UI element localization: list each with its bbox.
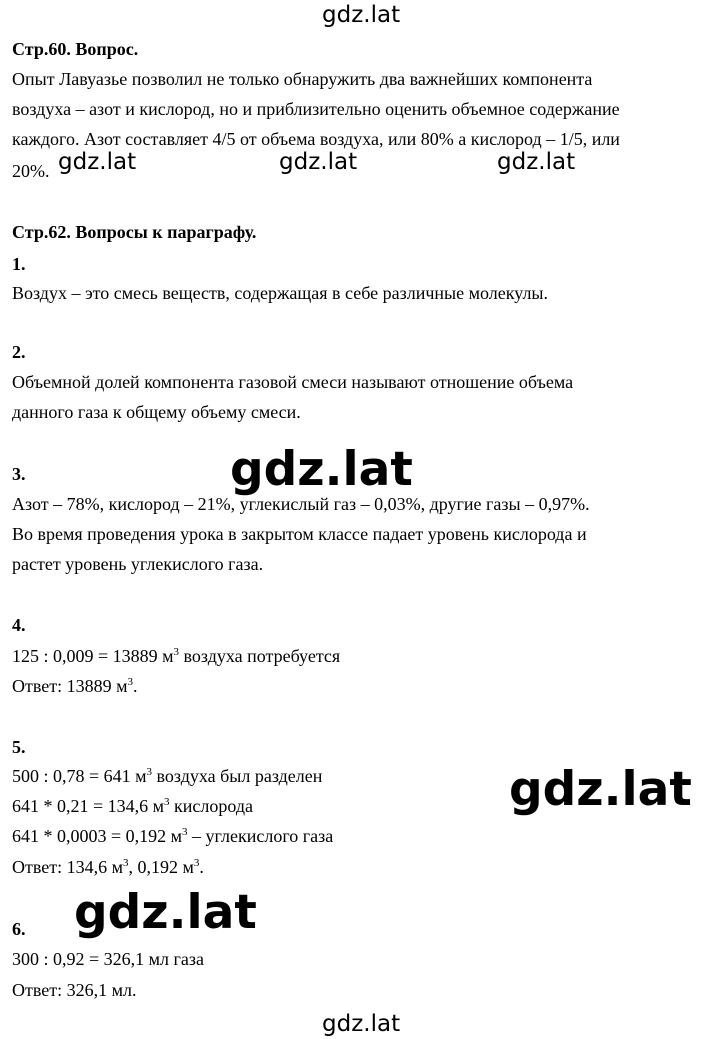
- watermark: gdz.lat: [74, 885, 257, 940]
- watermark: gdz.lat: [322, 2, 401, 28]
- watermark: gdz.lat: [279, 149, 358, 175]
- section-heading: Стр.60. Вопрос.: [12, 39, 139, 59]
- question-number: 5.: [12, 737, 26, 757]
- question-number: 3.: [12, 464, 26, 484]
- section-heading: Стр.62. Вопросы к параграфу.: [12, 222, 257, 242]
- watermark: gdz.lat: [230, 442, 413, 497]
- answer-line: данного газа к общему объему смеси.: [12, 402, 301, 422]
- answer-line: Воздух – это смесь веществ, содержащая в себе различные молекулы.: [12, 283, 549, 303]
- watermark: gdz.lat: [509, 762, 692, 817]
- answer-line: 641 * 0,21 = 134,6 $м^3$ кислорода: [12, 796, 254, 816]
- watermark: gdz.lat: [497, 149, 576, 175]
- question-number: 4.: [12, 615, 26, 635]
- question-number: 6.: [12, 919, 26, 939]
- answer-line: Ответ: 13889 $м^3$.: [12, 676, 138, 696]
- answer-line: 641 * 0,0003 = 0,192 $м^3$ – углекислого газа: [12, 826, 334, 846]
- answer-line: 300 : 0,92 = 326,1 мл газа: [12, 949, 204, 969]
- paragraph-line: воздуха – азот и кислород, но и приблизительно оценить объемное содержание: [12, 99, 620, 119]
- answer-line: Ответ: 134,6 $м^3$, 0,192 $м^3$.: [12, 857, 204, 877]
- paragraph-line: Опыт Лавуазье позволил не только обнаружить два важнейших компонента: [12, 69, 593, 89]
- answer-line: растет уровень углекислого газа.: [12, 554, 264, 574]
- answer-line: Ответ: 326,1 мл.: [12, 980, 137, 1000]
- watermark: gdz.lat: [322, 1011, 401, 1037]
- question-number: 1.: [12, 254, 26, 274]
- answer-line: Азот – 78%, кислород – 21%, углекислый газ – 0,03%, другие газы – 0,97%.: [12, 494, 590, 514]
- answer-line: Объемной долей компонента газовой смеси называют отношение объема: [12, 372, 574, 392]
- answer-line: Во время проведения урока в закрытом классе падает уровень кислорода и: [12, 524, 587, 544]
- paragraph-line: каждого. Азот составляет 4/5 от объема воздуха, или 80% а кислород – 1/5, или: [12, 129, 620, 149]
- watermark: gdz.lat: [58, 149, 137, 175]
- answer-line: 500 : 0,78 = 641 $м^3$ воздуха был разделен: [12, 766, 323, 786]
- question-number: 2.: [12, 342, 26, 362]
- answer-line: 125 : 0,009 = 13889 $м^3$ воздуха потребуется: [12, 646, 341, 666]
- paragraph-line: 20%.: [12, 161, 50, 181]
